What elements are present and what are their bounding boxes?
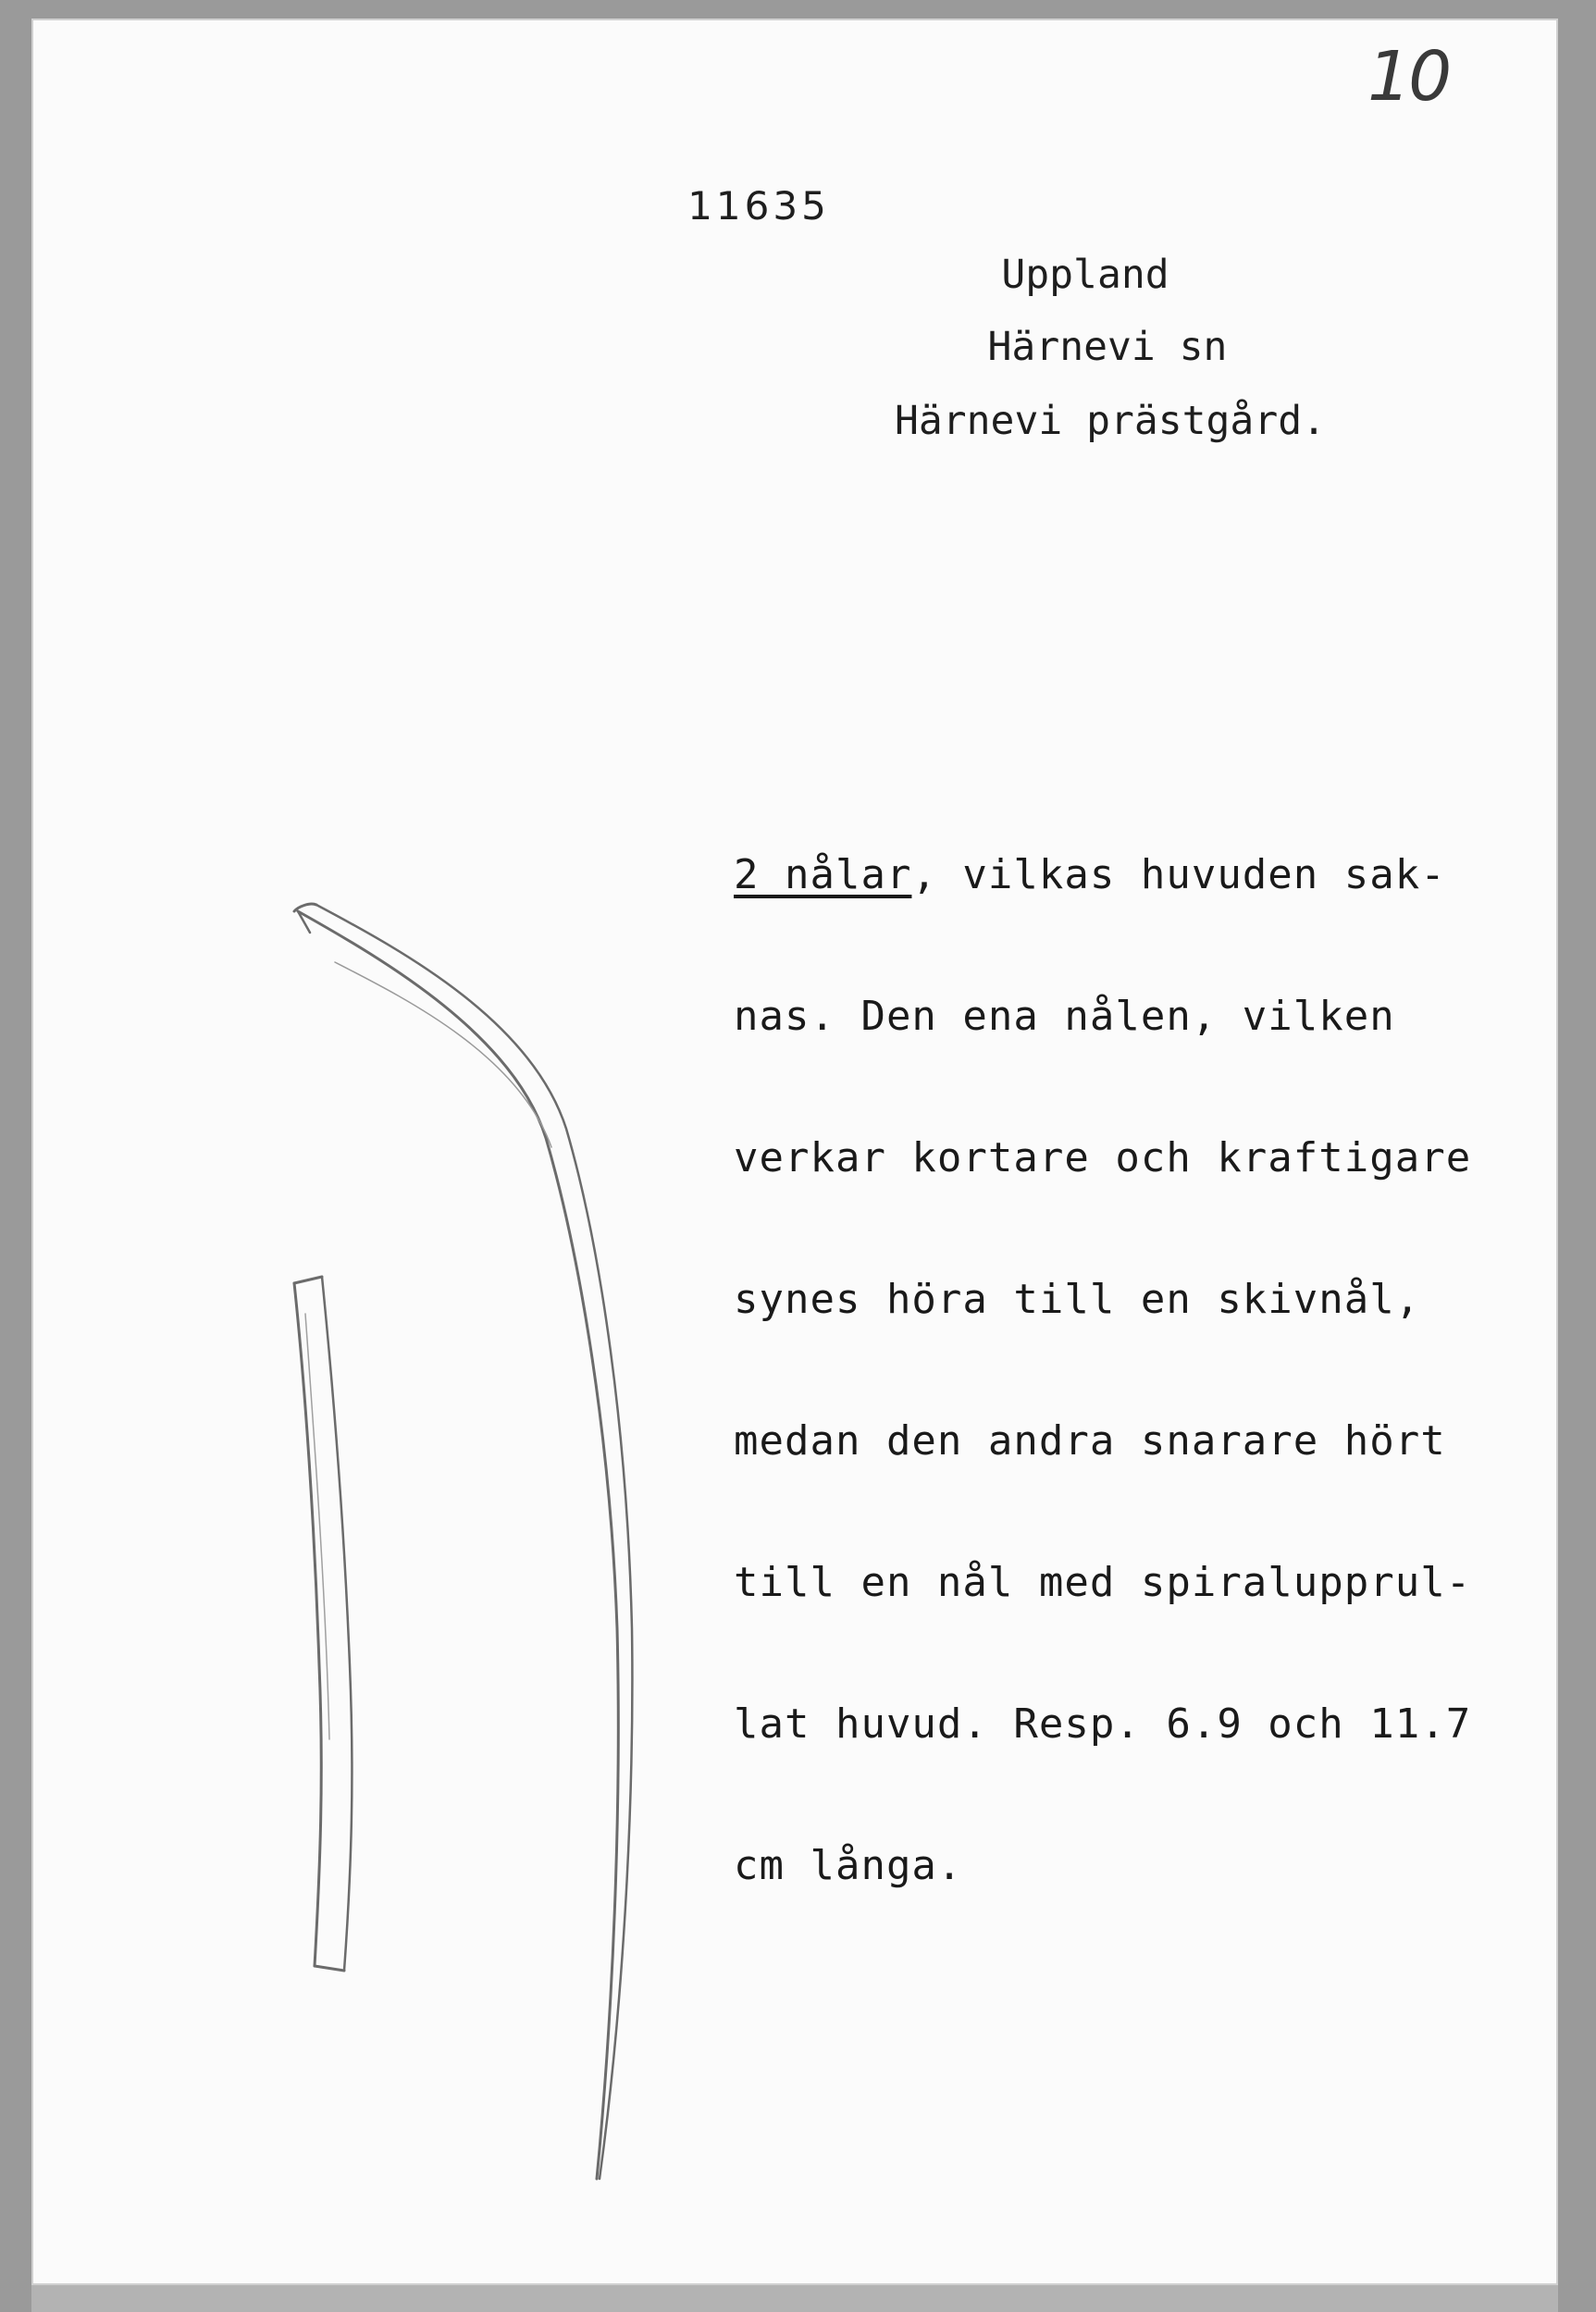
object-description xyxy=(734,757,1557,1936)
handwritten-page-number: 10 xyxy=(1367,37,1450,117)
description-line-6: till en nål med spiralupprul- xyxy=(734,1559,1472,1606)
site-name: Härnevi prästgård. xyxy=(895,398,1326,444)
description-line-8: cm långa. xyxy=(734,1842,963,1889)
parish-name: Härnevi sn xyxy=(987,324,1228,370)
description-line-1 xyxy=(734,851,1557,898)
description-line-3: verkar kortare och kraftigare xyxy=(734,1134,1472,1181)
description-line-4: synes höra till en skivnål, xyxy=(734,1276,1421,1323)
description-line-2: nas. Den ena nålen, vilken xyxy=(734,993,1395,1040)
catalog-number: 11635 xyxy=(687,183,830,229)
province-name: Uppland xyxy=(1001,252,1169,298)
description-line-1-rest: , vilkas huvuden sak- xyxy=(911,851,1446,898)
card-bottom-edge xyxy=(31,2285,1558,2312)
description-line-7: lat huvud. Resp. 6.9 och 11.7 xyxy=(734,1700,1472,1748)
description-line-5: medan den andra snarare hört xyxy=(734,1417,1446,1465)
object-title: 2 nålar xyxy=(734,851,912,898)
